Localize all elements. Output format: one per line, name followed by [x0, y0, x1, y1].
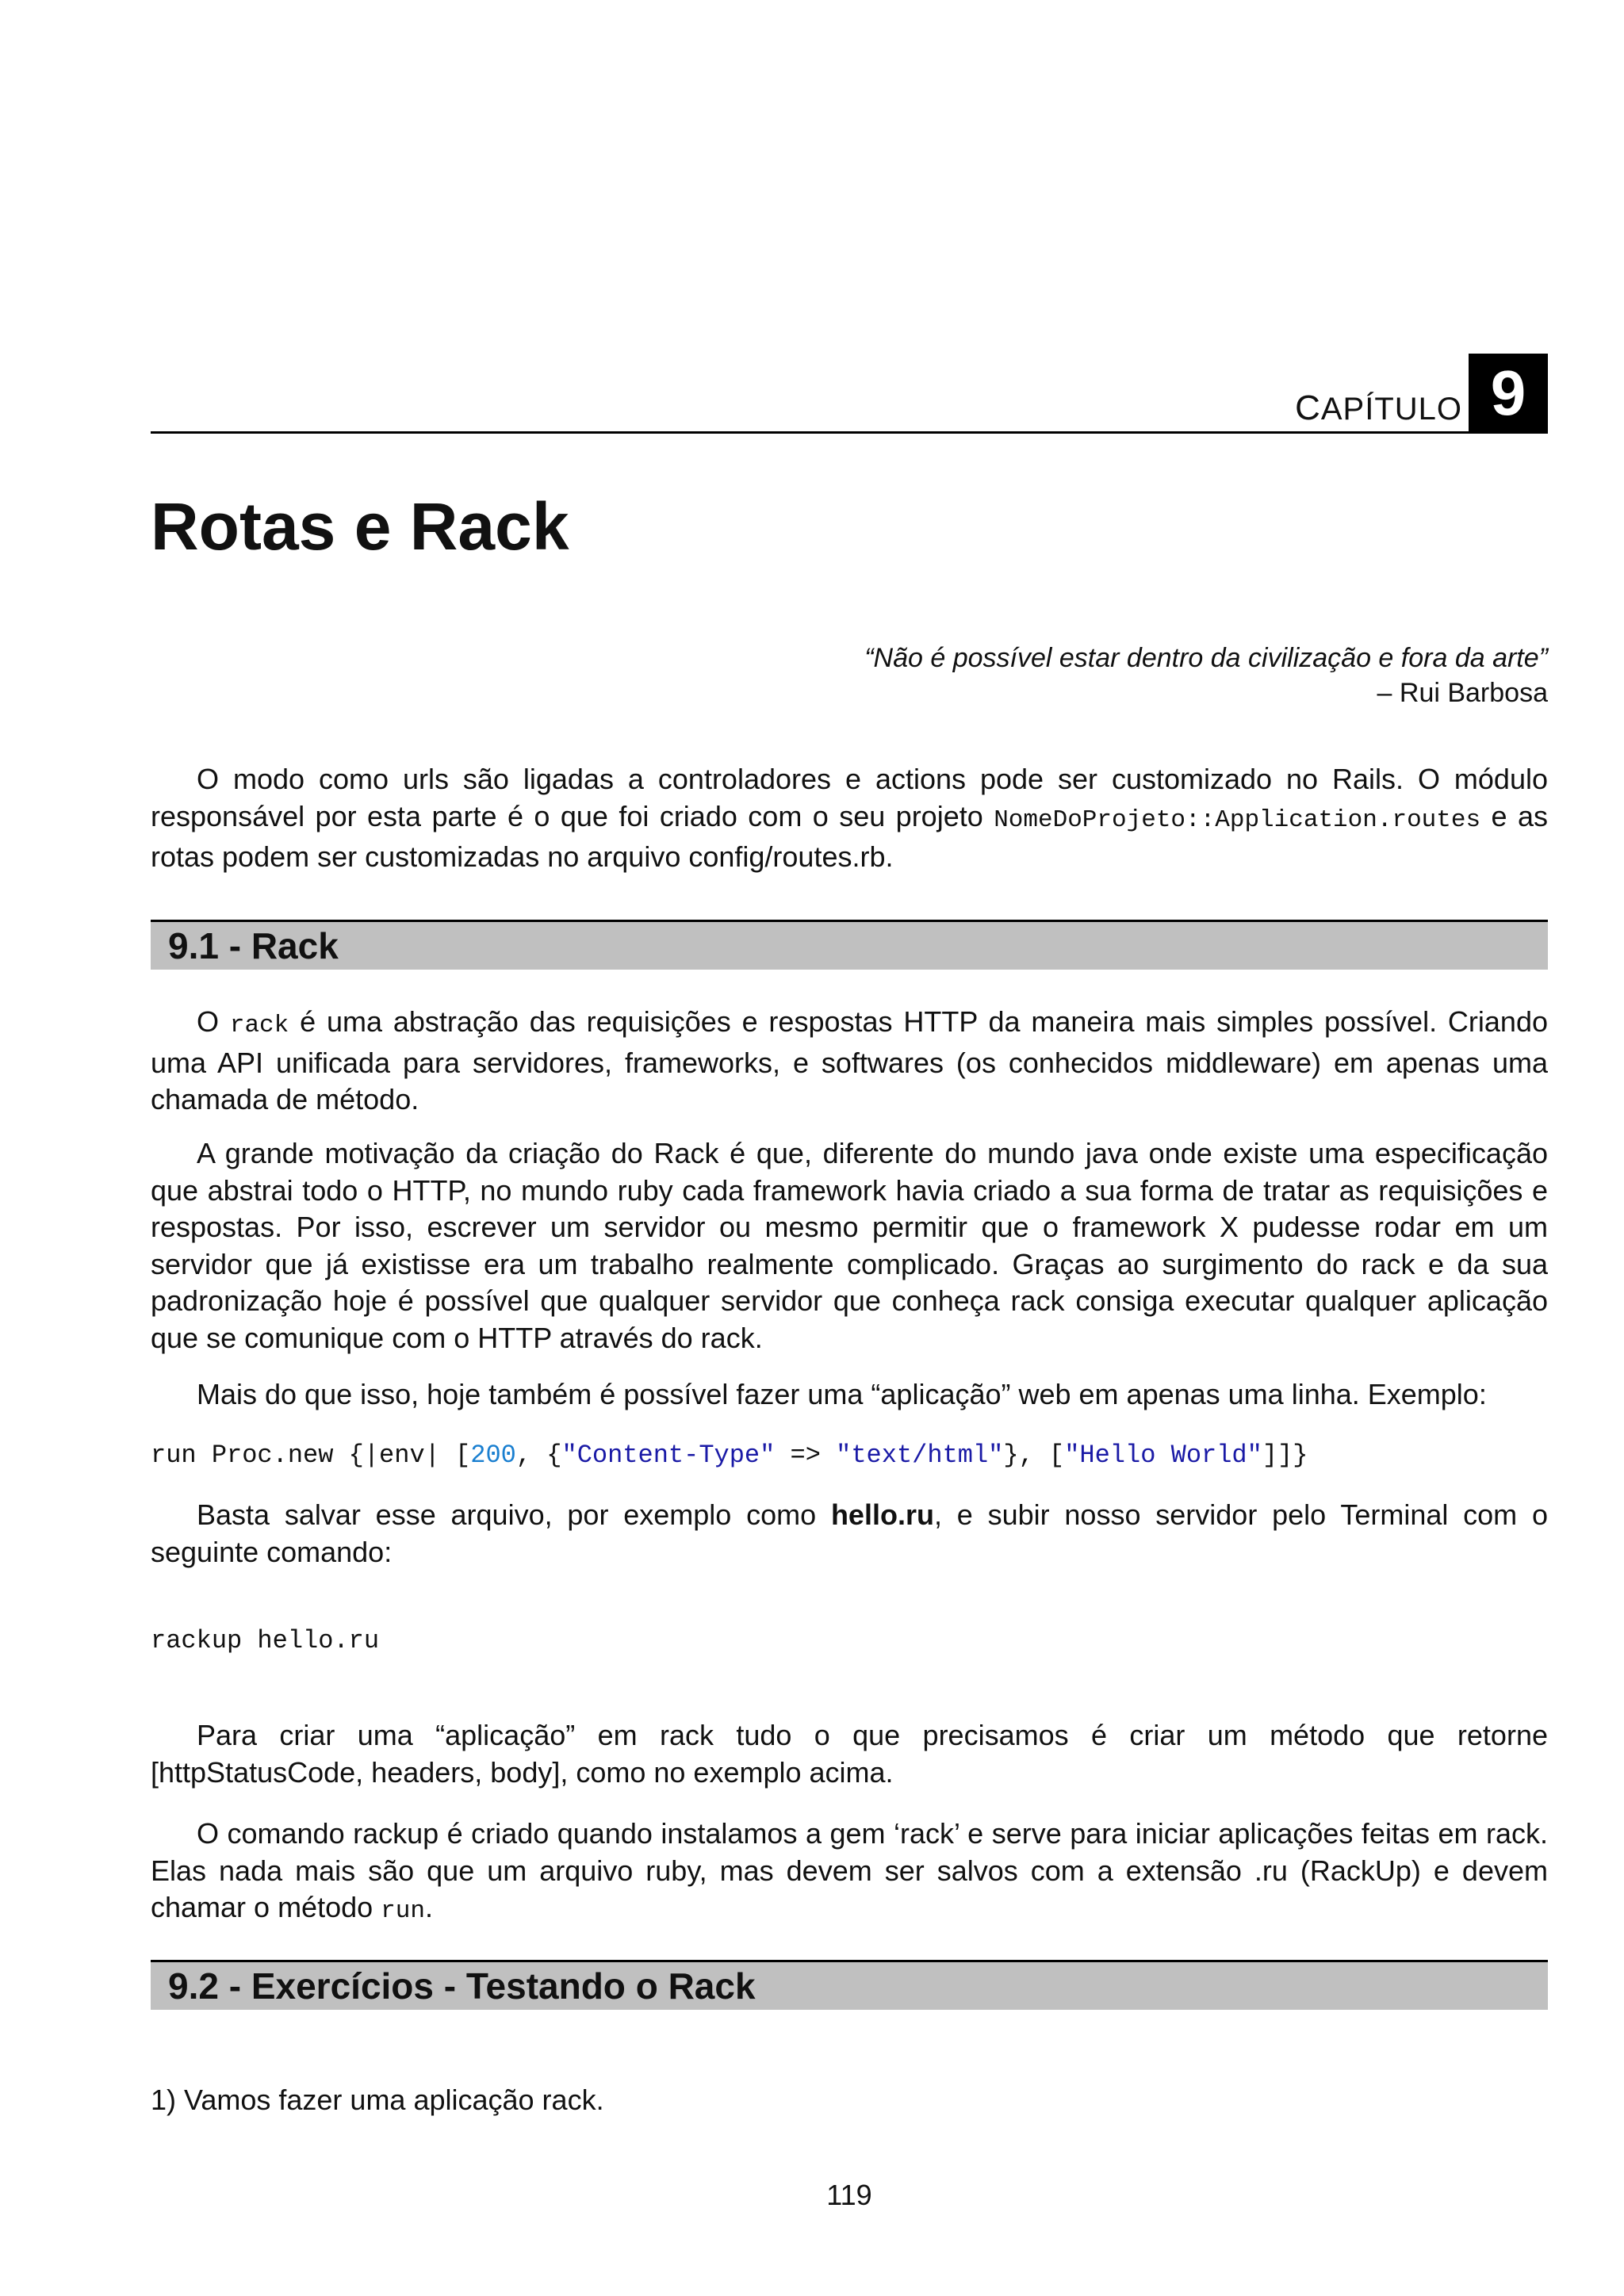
epigraph-quote: “Não é possível estar dentro da civilização e fora da arte” [864, 643, 1548, 673]
chapter-label: CAPÍTULO [1295, 388, 1462, 427]
rack-paragraph-2: A grande motivação da criação do Rack é que, diferente do mundo java onde existe uma especificação que abstrai todo o HTTP, no mundo ruby cada framework havia criado a sua forma de tratar as requisições e respostas. Por isso, escrever um servidor ou mesmo permitir que o framework X pudesse rodar em um servidor que já existisse era um trabalho realmente complicado. Graças ao surgimento do rack e da sua padronização hoje é possível que qualquer servidor que conheça rack consiga executar qualquer aplicação que se comunique com o HTTP através do rack. [151, 1137, 1548, 1354]
intro-paragraph: O modo como urls são ligadas a controladores e actions pode ser customizado no Rails. O módulo responsável por esta parte é o que foi criado com o seu projeto NomeDoProjeto::Application.routes e as rotas podem ser customizadas no arquivo config/routes.rb. [151, 763, 1548, 873]
chapter-header [151, 354, 1548, 433]
section-title: 9.2 - Exercícios - Testando o Rack [168, 1965, 756, 2007]
chapter-rule [151, 431, 1548, 434]
rack-paragraph-3: Mais do que isso, hoje também é possível fazer uma “aplicação” web em apenas uma linha. Exemplo: [197, 1378, 1487, 1410]
page-number: 119 [826, 2179, 872, 2211]
inline-code: rack [229, 1012, 289, 1039]
epigraph-author: – Rui Barbosa [1377, 678, 1548, 708]
filename-bold: hello.ru [830, 1498, 934, 1531]
epigraph [864, 641, 1548, 710]
chapter-title: Rotas e Rack [151, 489, 569, 564]
section-heading-rack [151, 920, 1548, 970]
rack-paragraph-4: Basta salvar esse arquivo, por exemplo como hello.ru, e subir nosso servidor pelo Terminal com o seguinte comando: [151, 1498, 1548, 1568]
section-title: 9.1 - Rack [168, 925, 339, 966]
rack-paragraph-6: O comando rackup é criado quando instalamos a gem ‘rack’ e serve para iniciar aplicações feitas em rack. Elas nada mais são que um arquivo ruby, mas devem ser salvos com a extensão .ru (RackUp) e devem chamar o método run. [151, 1817, 1548, 1925]
code-example: run Proc.new {|env| [200, {"Content-Type" => "text/html"}, ["Hello World"]]} [151, 1441, 1308, 1470]
section-heading-exercises [151, 1960, 1548, 2010]
rack-paragraph-5: Para criar uma “aplicação” em rack tudo o que precisamos é criar um método que retorne [httpStatusCode, headers, body], como no exemplo acima. [151, 1719, 1548, 1789]
exercise-item: 1) Vamos fazer uma aplicação rack. [151, 2084, 604, 2116]
command-example: rackup hello.ru [151, 1626, 380, 1655]
inline-code: NomeDoProjeto::Application.routes [994, 806, 1481, 834]
chapter-number-box: 9 [1469, 354, 1548, 433]
inline-code: run [381, 1897, 425, 1925]
rack-paragraph-1: O rack é uma abstração das requisições e respostas HTTP da maneira mais simples possível. Criando uma API unificada para servidores, frameworks, e softwares (os conhecidos middleware) em apenas uma chamada de método. [151, 1005, 1548, 1115]
